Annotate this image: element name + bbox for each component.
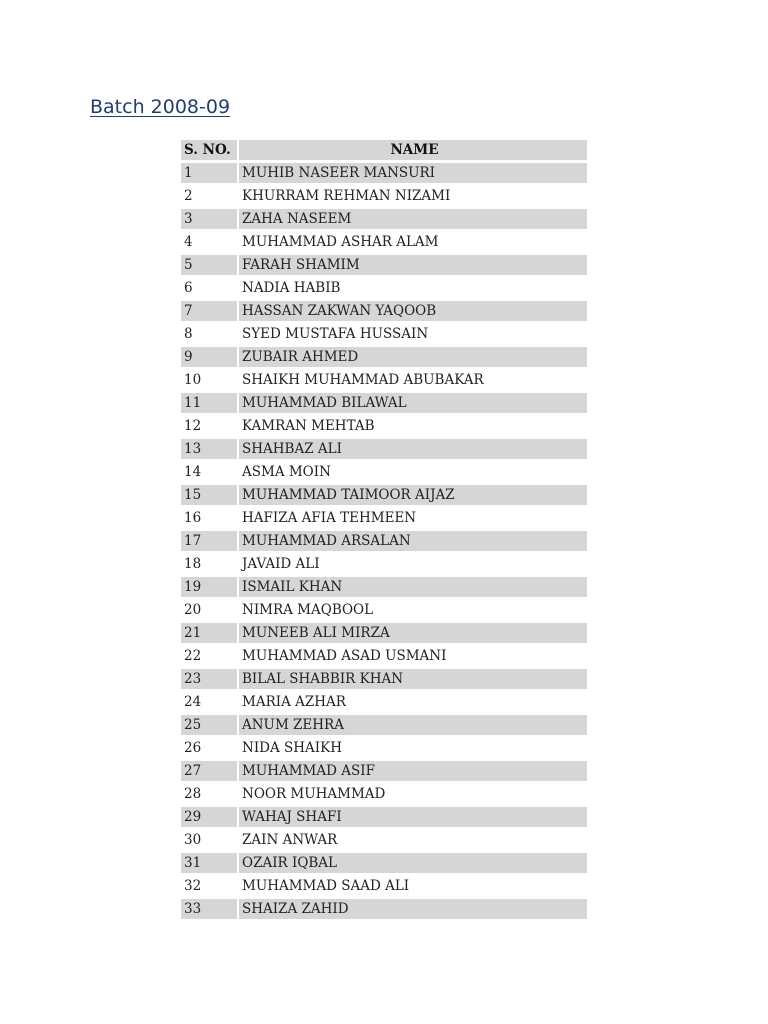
table-row <box>181 439 587 462</box>
row-student-name: MARIA AZHAR <box>237 692 587 715</box>
table-row <box>181 232 587 255</box>
row-serial-number: 19 <box>181 577 237 600</box>
row-serial-number: 24 <box>181 692 237 715</box>
row-student-name: NIMRA MAQBOOL <box>237 600 587 623</box>
table-row <box>181 577 587 600</box>
row-student-name: SYED MUSTAFA HUSSAIN <box>237 324 587 347</box>
row-serial-number: 4 <box>181 232 237 255</box>
row-student-name: ZAHA NASEEM <box>237 209 587 232</box>
row-serial-number: 15 <box>181 485 237 508</box>
row-serial-number: 6 <box>181 278 237 301</box>
row-serial-number: 1 <box>181 163 237 186</box>
row-serial-number: 3 <box>181 209 237 232</box>
row-serial-number: 2 <box>181 186 237 209</box>
row-serial-number: 7 <box>181 301 237 324</box>
row-serial-number: 18 <box>181 554 237 577</box>
row-serial-number: 30 <box>181 830 237 853</box>
row-student-name: MUHAMMAD SAAD ALI <box>237 876 587 899</box>
table-row <box>181 163 587 186</box>
table-row <box>181 669 587 692</box>
row-serial-number: 9 <box>181 347 237 370</box>
page-title: Batch 2008-09 <box>90 96 231 118</box>
table-row <box>181 278 587 301</box>
row-serial-number: 27 <box>181 761 237 784</box>
table-row <box>181 646 587 669</box>
row-serial-number: 11 <box>181 393 237 416</box>
row-student-name: JAVAID ALI <box>237 554 587 577</box>
row-student-name: ISMAIL KHAN <box>237 577 587 600</box>
row-student-name: KHURRAM REHMAN NIZAMI <box>237 186 587 209</box>
table-row <box>181 784 587 807</box>
row-student-name: MUHIB NASEER MANSURI <box>237 163 587 186</box>
row-student-name: SHAHBAZ ALI <box>237 439 587 462</box>
row-student-name: MUHAMMAD ARSALAN <box>237 531 587 554</box>
table-row <box>181 531 587 554</box>
table-row <box>181 807 587 830</box>
row-student-name: MUHAMMAD TAIMOOR AIJAZ <box>237 485 587 508</box>
table-row <box>181 761 587 784</box>
table-row <box>181 738 587 761</box>
row-student-name: MUHAMMAD ASAD USMANI <box>237 646 587 669</box>
row-student-name: ASMA MOIN <box>237 462 587 485</box>
row-serial-number: 21 <box>181 623 237 646</box>
row-student-name: HASSAN ZAKWAN YAQOOB <box>237 301 587 324</box>
row-student-name: SHAIKH MUHAMMAD ABUBAKAR <box>237 370 587 393</box>
table-row <box>181 623 587 646</box>
student-roster-table <box>181 140 587 922</box>
table-row <box>181 692 587 715</box>
table-row <box>181 508 587 531</box>
row-student-name: KAMRAN MEHTAB <box>237 416 587 439</box>
row-student-name: ANUM ZEHRA <box>237 715 587 738</box>
table-body <box>181 163 587 922</box>
table-row <box>181 554 587 577</box>
row-student-name: OZAIR IQBAL <box>237 853 587 876</box>
row-student-name: MUHAMMAD BILAWAL <box>237 393 587 416</box>
row-serial-number: 5 <box>181 255 237 278</box>
row-serial-number: 29 <box>181 807 237 830</box>
row-serial-number: 26 <box>181 738 237 761</box>
row-student-name: MUHAMMAD ASIF <box>237 761 587 784</box>
column-header-sno: S. NO. <box>181 140 237 163</box>
table-row <box>181 899 587 922</box>
row-serial-number: 14 <box>181 462 237 485</box>
row-serial-number: 22 <box>181 646 237 669</box>
table-row <box>181 255 587 278</box>
row-serial-number: 31 <box>181 853 237 876</box>
table-row <box>181 715 587 738</box>
table-row <box>181 370 587 393</box>
row-student-name: HAFIZA AFIA TEHMEEN <box>237 508 587 531</box>
table-row <box>181 209 587 232</box>
row-student-name: NOOR MUHAMMAD <box>237 784 587 807</box>
row-student-name: ZUBAIR AHMED <box>237 347 587 370</box>
table-row <box>181 876 587 899</box>
row-serial-number: 17 <box>181 531 237 554</box>
row-serial-number: 8 <box>181 324 237 347</box>
table-row <box>181 347 587 370</box>
row-student-name: SHAIZA ZAHID <box>237 899 587 922</box>
table-row <box>181 485 587 508</box>
row-student-name: NADIA HABIB <box>237 278 587 301</box>
row-student-name: FARAH SHAMIM <box>237 255 587 278</box>
row-serial-number: 28 <box>181 784 237 807</box>
row-serial-number: 10 <box>181 370 237 393</box>
row-serial-number: 13 <box>181 439 237 462</box>
table-header-row <box>181 140 587 163</box>
row-student-name: MUNEEB ALI MIRZA <box>237 623 587 646</box>
table-row <box>181 830 587 853</box>
row-student-name: ZAIN ANWAR <box>237 830 587 853</box>
row-serial-number: 12 <box>181 416 237 439</box>
row-student-name: MUHAMMAD ASHAR ALAM <box>237 232 587 255</box>
table-row <box>181 853 587 876</box>
row-serial-number: 20 <box>181 600 237 623</box>
row-student-name: WAHAJ SHAFI <box>237 807 587 830</box>
table-row <box>181 600 587 623</box>
row-serial-number: 16 <box>181 508 237 531</box>
table-row <box>181 301 587 324</box>
row-serial-number: 32 <box>181 876 237 899</box>
row-serial-number: 25 <box>181 715 237 738</box>
table-row <box>181 324 587 347</box>
row-student-name: NIDA SHAIKH <box>237 738 587 761</box>
row-serial-number: 33 <box>181 899 237 922</box>
table-row <box>181 462 587 485</box>
table-row <box>181 186 587 209</box>
row-serial-number: 23 <box>181 669 237 692</box>
table-row <box>181 416 587 439</box>
column-header-name: NAME <box>237 140 587 163</box>
row-student-name: BILAL SHABBIR KHAN <box>237 669 587 692</box>
table-row <box>181 393 587 416</box>
